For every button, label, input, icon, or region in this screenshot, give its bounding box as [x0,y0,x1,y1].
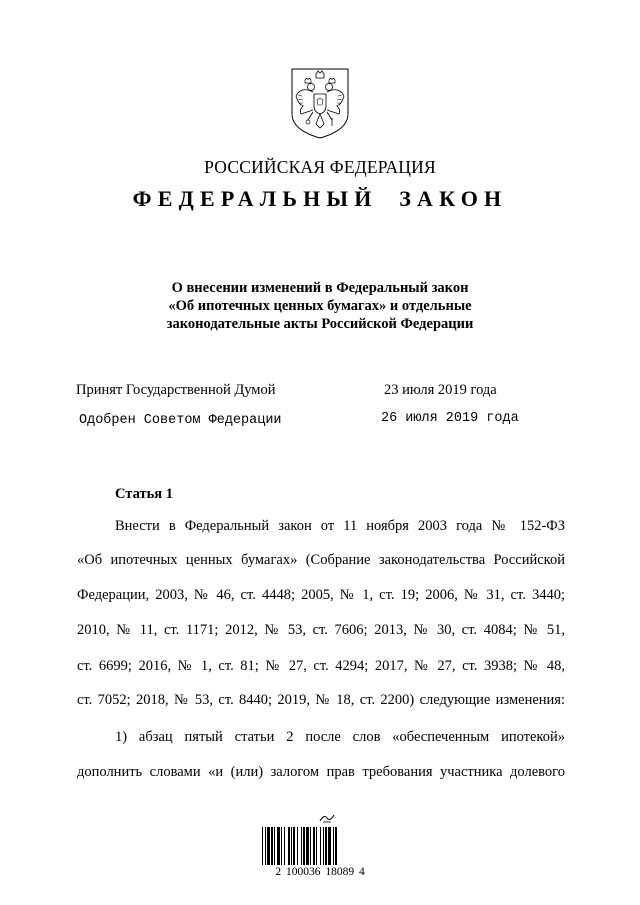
article-text-line: ст. 6699; 2016, № 1, ст. 81; № 27, ст. 4294; 2017, № 27, ст. 3938; № 48, [77,658,565,674]
barcode-bar [288,827,290,865]
barcode-bar [310,827,311,865]
barcode-bar [301,827,302,865]
barcode-bar [297,827,298,865]
barcode-number: 2 100036 18089 4 [275,866,365,878]
article-text-line: Внести в Федеральный закон от 11 ноября 2003 года № 152-ФЗ [115,518,565,534]
barcode-bar [277,827,280,865]
barcode-bar [291,827,292,865]
coat-of-arms-emblem [289,66,351,140]
duma-adoption-date: 23 июля 2019 года [384,382,497,398]
article-text-line: «Об ипотечных ценных бумагах» (Собрание законодательства Российской [77,552,565,568]
law-title-line: О внесении изменений в Федеральный закон [171,280,469,296]
barcode-bar [303,827,305,865]
article-text-line: 1) абзац пятый статьи 2 после слов «обеспеченным ипотекой» [115,729,565,745]
barcode-bar [325,827,327,865]
barcode-bar [333,827,334,865]
barcode-bar [320,827,321,865]
registration-stamp-mark [318,812,336,824]
law-title-line: «Об ипотечных ценных бумагах» и отдельные [168,298,472,314]
law-title-line: законодательные акты Российской Федерации [166,316,474,332]
barcode-bar [306,827,309,865]
article-text-line: ст. 7052; 2018, № 53, ст. 8440; 2019, № 18, ст. 2200) следующие изменения: [77,692,565,708]
barcode-bar [316,827,317,865]
barcode-bar [293,827,295,865]
barcode-bar [284,827,285,865]
barcode-bar [335,827,337,865]
country-name: РОССИЙСКАЯ ФЕДЕРАЦИЯ [204,157,436,177]
barcode-bar [281,827,282,865]
barcode-bar [328,827,331,865]
article-text-line: дополнить словами «и (или) залогом прав требования участника долевого [77,764,565,780]
barcode-bar [271,827,273,865]
barcode-bar [267,827,270,865]
barcode-bar [265,827,266,865]
barcode-bar [274,827,275,865]
article-text-line: Федерации, 2003, № 46, ст. 4448; 2005, № 1, ст. 19; 2006, № 31, ст. 3440; [77,587,565,603]
document-type: ФЕДЕРАЛЬНЫЙ ЗАКОН [132,186,508,211]
council-approval-date: 26 июля 2019 года [381,411,519,426]
document-barcode [262,827,376,867]
barcode-bar [313,827,315,865]
article-heading: Статья 1 [115,486,173,502]
article-text-line: 2010, № 11, ст. 1171; 2012, № 53, ст. 7606; 2013, № 30, ст. 4084; № 51, [77,622,565,638]
council-approval-label: Одобрен Советом Федерации [79,413,282,428]
barcode-bar [323,827,324,865]
duma-adoption-label: Принят Государственной Думой [76,382,276,398]
barcode-bar [262,827,263,865]
